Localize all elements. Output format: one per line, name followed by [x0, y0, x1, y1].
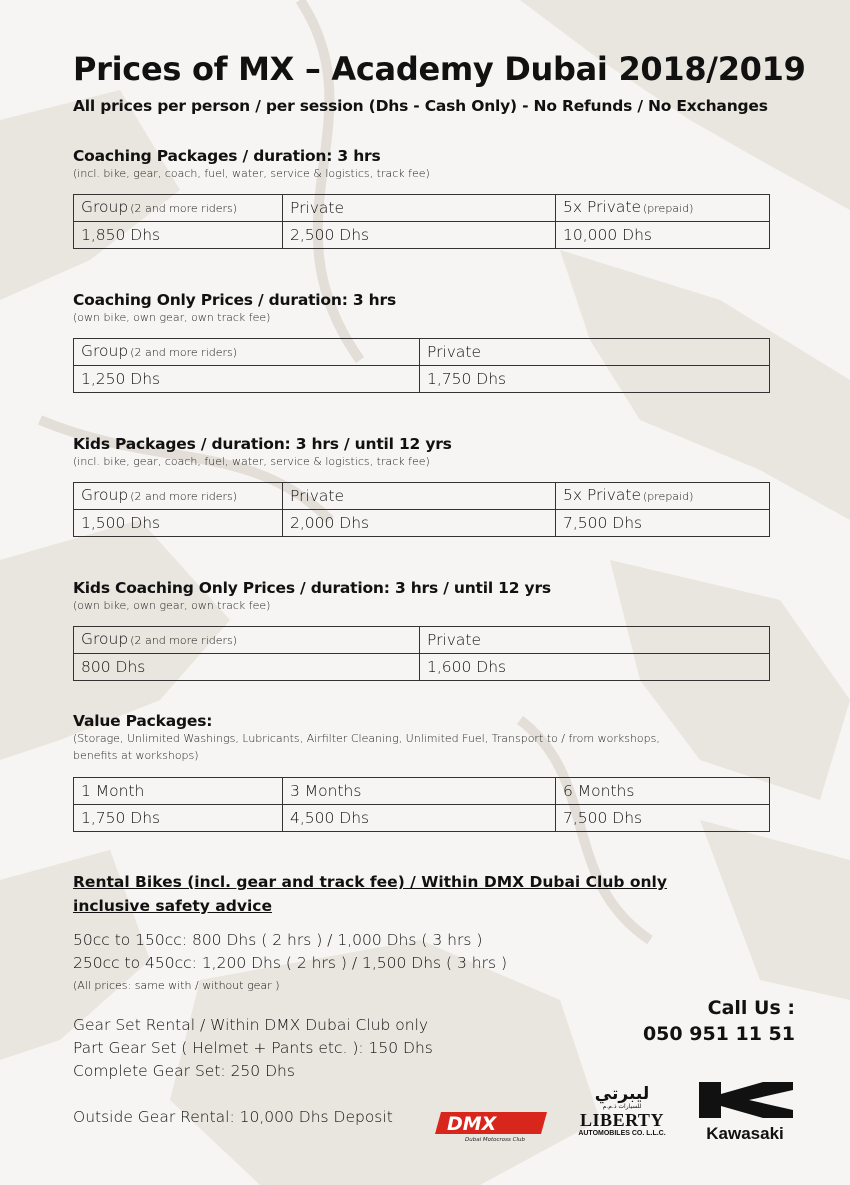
kawasaki-k-icon — [695, 1080, 795, 1120]
dmx-logo-mark — [435, 1108, 550, 1142]
table-header-row — [74, 627, 770, 654]
coaching-only-table — [73, 338, 770, 393]
liberty-subtext: AUTOMOBILES CO. L.L.C. — [578, 1130, 666, 1137]
section-note: (Storage, Unlimited Washings, Lubricants, Airfilter Cleaning, Unlimited Fuel, Transport to / from workshops, — [73, 732, 660, 745]
table-header-row — [74, 195, 770, 222]
price-cell: 1,750 Dhs — [74, 805, 283, 832]
price-cell: 1,600 Dhs — [420, 654, 770, 681]
liberty-arabic-name: ليبرتي — [594, 1084, 650, 1104]
section-note: (own bike, own gear, own track fee) — [73, 599, 271, 612]
gear-line: Part Gear Set ( Helmet + Pants etc. ): 150 Dhs — [73, 1039, 433, 1057]
dmx-logo-text: DMX — [447, 1113, 497, 1135]
contact-block — [620, 995, 795, 1047]
table-header-cell: Private — [283, 483, 556, 510]
dmx-logo-subtext: Dubai Motocross Club — [465, 1137, 525, 1142]
coaching-packages-table — [73, 194, 770, 249]
kids-coaching-only-table — [73, 626, 770, 681]
table-header-cell: Private — [283, 195, 556, 222]
section-kids-packages — [73, 434, 773, 469]
kawasaki-logo — [690, 1080, 800, 1142]
rental-heading-line: Rental Bikes (incl. gear and track fee) / Within DMX Dubai Club only — [73, 873, 667, 891]
table-header-cell: Group (2 and more riders) — [74, 195, 283, 222]
price-cell: 4,500 Dhs — [283, 805, 556, 832]
price-cell: 10,000 Dhs — [556, 222, 770, 249]
rental-price-line: 250cc to 450cc: 1,200 Dhs ( 2 hrs ) / 1,500 Dhs ( 3 hrs ) — [73, 954, 508, 972]
table-row — [74, 222, 770, 249]
section-kids-coaching-only — [73, 578, 773, 613]
section-title: Kids Packages / duration: 3 hrs / until 12 yrs — [73, 435, 452, 453]
section-title: Kids Coaching Only Prices / duration: 3 hrs / until 12 yrs — [73, 579, 551, 597]
section-note: (own bike, own gear, own track fee) — [73, 311, 271, 324]
rental-prices — [73, 929, 507, 994]
liberty-arabic-subtext: للسيارات ذ.م.م — [602, 1103, 642, 1110]
rental-note: (All prices: same with / without gear ) — [73, 979, 280, 992]
price-cell: 800 Dhs — [74, 654, 420, 681]
liberty-logo — [567, 1085, 677, 1143]
gear-rental — [73, 1014, 433, 1083]
table-header-row — [74, 483, 770, 510]
section-coaching-only — [73, 290, 773, 325]
rental-heading — [73, 870, 693, 918]
phone-number[interactable]: 050 951 11 51 — [642, 1023, 795, 1045]
gear-line: Complete Gear Set: 250 Dhs — [73, 1062, 295, 1080]
price-cell: 1,500 Dhs — [74, 510, 283, 537]
table-header-cell: Group (2 and more riders) — [74, 339, 420, 366]
table-row — [74, 510, 770, 537]
price-cell: 1,850 Dhs — [74, 222, 283, 249]
table-header-cell: Group (2 and more riders) — [74, 627, 420, 654]
table-row — [74, 805, 770, 832]
section-title: Coaching Only Prices / duration: 3 hrs — [73, 291, 396, 309]
liberty-name: LIBERTY — [580, 1110, 664, 1130]
price-cell: 7,500 Dhs — [556, 510, 770, 537]
rental-price-line: 50cc to 150cc: 800 Dhs ( 2 hrs ) / 1,000 Dhs ( 3 hrs ) — [73, 931, 483, 949]
price-cell: 1,250 Dhs — [74, 366, 420, 393]
table-header-row — [74, 778, 770, 805]
table-header-cell: 6 Months — [556, 778, 770, 805]
table-header-cell: Private — [420, 627, 770, 654]
section-title: Value Packages: — [73, 712, 213, 730]
table-row — [74, 366, 770, 393]
section-note: (incl. bike, gear, coach, fuel, water, service & logistics, track fee) — [73, 167, 430, 180]
section-note-continued: benefits at workshops) — [73, 749, 199, 762]
table-header-cell: 5x Private (prepaid) — [556, 483, 770, 510]
table-header-cell: 3 Months — [283, 778, 556, 805]
rental-heading-line: inclusive safety advice — [73, 897, 272, 915]
kids-packages-table — [73, 482, 770, 537]
table-header-row — [74, 339, 770, 366]
table-header-cell: 5x Private (prepaid) — [556, 195, 770, 222]
section-coaching-packages — [73, 146, 773, 181]
outside-gear-rental: Outside Gear Rental: 10,000 Dhs Deposit — [73, 1108, 393, 1126]
table-header-cell: 1 Month — [74, 778, 283, 805]
price-cell: 2,500 Dhs — [283, 222, 556, 249]
gear-line: Gear Set Rental / Within DMX Dubai Club only — [73, 1016, 429, 1034]
page-subtitle: All prices per person / per session (Dhs - Cash Only) - No Refunds / No Exchanges — [73, 97, 768, 115]
section-value-packages — [73, 711, 773, 763]
table-row — [74, 654, 770, 681]
price-cell: 1,750 Dhs — [420, 366, 770, 393]
value-packages-table — [73, 777, 770, 832]
page-title: Prices of MX – Academy Dubai 2018/2019 — [73, 50, 806, 88]
price-cell: 2,000 Dhs — [283, 510, 556, 537]
price-cell: 7,500 Dhs — [556, 805, 770, 832]
table-header-cell: Private — [420, 339, 770, 366]
section-title: Coaching Packages / duration: 3 hrs — [73, 147, 381, 165]
section-note: (incl. bike, gear, coach, fuel, water, service & logistics, track fee) — [73, 455, 430, 468]
kawasaki-wordmark: Kawasaki — [706, 1124, 784, 1143]
call-us-label: Call Us : — [707, 997, 795, 1019]
table-header-cell: Group (2 and more riders) — [74, 483, 283, 510]
dmx-logo — [435, 1108, 550, 1142]
